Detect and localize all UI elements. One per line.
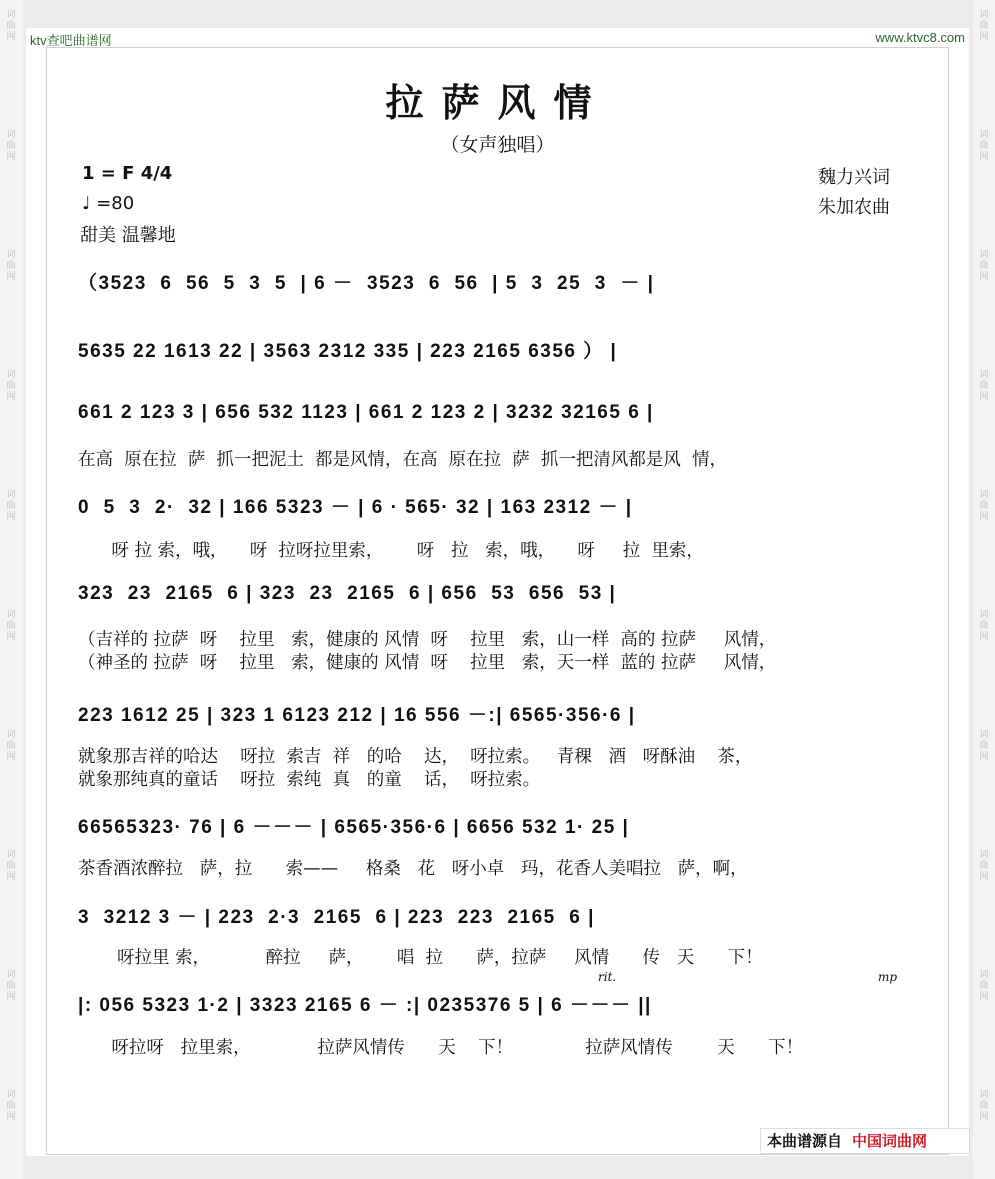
lyric-row-4b: 就象那纯真的童话 呀拉 索纯 真 的童 话， 呀拉索。: [78, 770, 541, 790]
song-title: 拉萨风情: [385, 80, 610, 125]
side-watermark: 词曲网: [6, 130, 16, 162]
source-label: 本曲谱源自: [767, 1132, 843, 1150]
ritardando-mark: rit.: [598, 970, 617, 984]
side-watermark: 词曲网: [979, 250, 989, 282]
lyric-row-3b: （神圣的 拉萨 呀 拉里 索，健康的 风情 呀 拉里 索，天一样 蓝的 拉萨 风情，: [78, 653, 777, 673]
notation-row-9: |: 056 5323 1·2 | 3323 2165 6 － :| 0235376 5 | 6 －－－ ||: [78, 995, 652, 1016]
side-watermark: 词曲网: [979, 970, 989, 1002]
lyric-row-2: 呀 拉 索，哦， 呀 拉呀拉里索， 呀 拉 索，哦， 呀 拉 里索，: [78, 541, 704, 561]
side-watermark: 词曲网: [6, 1090, 16, 1122]
site-watermark-left: ktv查吧曲谱网: [30, 33, 112, 48]
source-site: 中国词曲网: [852, 1132, 928, 1150]
key-signature: 1 = F 4/4: [82, 163, 173, 184]
site-watermark-right: www.ktvc8.com: [875, 30, 965, 45]
lyric-row-4a: 就象那吉祥的哈达 呀拉 索吉 祥 的哈 达， 呀拉索。 青稞 酒 呀酥油 茶，: [78, 747, 753, 767]
side-watermark: 词曲网: [979, 130, 989, 162]
side-watermark: 词曲网: [6, 610, 16, 642]
lyric-row-5: 茶香酒浓醉拉 萨，拉 索—— 格桑 花 呀小卓 玛，花香人美唱拉 萨，啊，: [78, 859, 748, 879]
notation-row-1: （3523 6 56 5 3 5 | 6 － 3523 6 56 | 5 3 25 3 － |: [78, 273, 655, 294]
side-watermark: 词曲网: [6, 970, 16, 1002]
notation-row-4: 0 5 3 2· 32 | 166 5323 － | 6 · 565· 32 | 163 2312 － |: [78, 497, 633, 518]
notation-row-2: 5635 22 1613 22 | 3563 2312 335 | 223 2165 6356 ） |: [78, 341, 618, 362]
lyric-row-6: 呀拉里 索， 醉拉 萨， 唱 拉 萨，拉萨 风情 传 天 下！: [78, 948, 763, 968]
composer-credit: 朱加农曲: [818, 197, 890, 218]
side-watermark: 词曲网: [6, 730, 16, 762]
right-watermark-strip: [973, 0, 995, 1179]
lyricist-credit: 魏力兴词: [818, 167, 890, 188]
notation-row-7: 66565323· 76 | 6 －－－ | 6565·356·6 | 6656 532 1· 25 |: [78, 817, 630, 838]
side-watermark: 词曲网: [979, 370, 989, 402]
side-watermark: 词曲网: [979, 610, 989, 642]
side-watermark: 词曲网: [6, 10, 16, 42]
notation-row-5: 323 23 2165 6 | 323 23 2165 6 | 656 53 656 53 |: [78, 583, 617, 604]
side-watermark: 词曲网: [979, 10, 989, 42]
side-watermark: 词曲网: [6, 490, 16, 522]
side-watermark: 词曲网: [979, 1090, 989, 1122]
dynamic-mark: mp: [878, 970, 898, 984]
side-watermark: 词曲网: [6, 250, 16, 282]
song-subtitle: （女声独唱）: [440, 134, 555, 156]
lyric-row-3a: （吉祥的 拉萨 呀 拉里 索，健康的 风情 呀 拉里 索，山一样 高的 拉萨 风情，: [78, 630, 777, 650]
tempo-marking: ♩ =80: [82, 193, 135, 214]
side-watermark: 词曲网: [979, 490, 989, 522]
expression-marking: 甜美 温馨地: [80, 225, 176, 246]
notation-row-3: 661 2 123 3 | 656 532 1123 | 661 2 123 2 | 3232 32165 6 |: [78, 402, 654, 423]
lyric-row-7: 呀拉呀 拉里索， 拉萨风情传 天 下！ 拉萨风情传 天 下！: [78, 1038, 804, 1058]
side-watermark: 词曲网: [6, 370, 16, 402]
side-watermark: 词曲网: [6, 850, 16, 882]
notation-row-8: 3 3212 3 － | 223 2·3 2165 6 | 223 223 2165 6 |: [78, 907, 595, 928]
side-watermark: 词曲网: [979, 850, 989, 882]
left-watermark-strip: [0, 0, 22, 1179]
notation-row-6: 223 1612 25 | 323 1 6123 212 | 16 556 －:| 6565·356·6 |: [78, 705, 636, 726]
side-watermark: 词曲网: [979, 730, 989, 762]
lyric-row-1: 在高 原在拉 萨 抓一把泥土 都是风情，在高 原在拉 萨 抓一把清风都是风 情，: [78, 450, 728, 470]
source-box: [760, 1128, 970, 1154]
